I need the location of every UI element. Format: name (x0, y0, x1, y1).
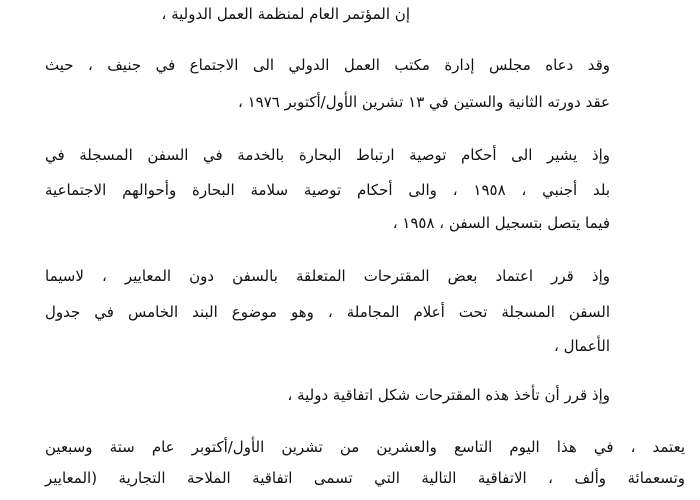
preamble-line: وإذ قرر اعتماد بعض المقترحات المتعلقة بالسفن دون المعايير ، لاسيما (45, 267, 610, 285)
preamble-line: وقد دعاه مجلس إدارة مكتب العمل الدولي الى الاجتماع في جنيف ، حيث (45, 56, 610, 74)
preamble-line: بلد أجنبي ، ١٩٥٨ ، والى أحكام توصية سلامة البحارة وأحوالهم الاجتماعية (45, 181, 611, 199)
preamble-line: وإذ قرر أن تأخذ هذه المقترحات شكل اتفاقية دولية ، (287, 386, 610, 404)
preamble-line: فيما يتصل بتسجيل السفن ، ١٩٥٨ ، (392, 214, 610, 232)
preamble-line: يعتمد ، في هذا اليوم التاسع والعشرين من تشرين الأول/أكتوبر عام ستة وسبعين (45, 438, 685, 456)
preamble-line: وتسعمائة وألف ، الاتفاقية التالية التي تسمى اتفاقية الملاحة التجارية (المعايير (45, 469, 685, 487)
preamble-line: وإذ يشير الى أحكام توصية ارتباط البحارة بالخدمة في السفن المسجلة في (45, 146, 610, 164)
preamble-line: إن المؤتمر العام لمنظمة العمل الدولية ، (161, 5, 410, 23)
preamble-line: الأعمال ، (553, 337, 610, 355)
preamble-line: السفن المسجلة تحت أعلام المجاملة ، وهو موضوع البند الخامس في جدول (45, 303, 610, 321)
preamble-line: عقد دورته الثانية والستين في ١٣ تشرين الأول/أكتوبر ١٩٧٦ ، (238, 93, 610, 111)
